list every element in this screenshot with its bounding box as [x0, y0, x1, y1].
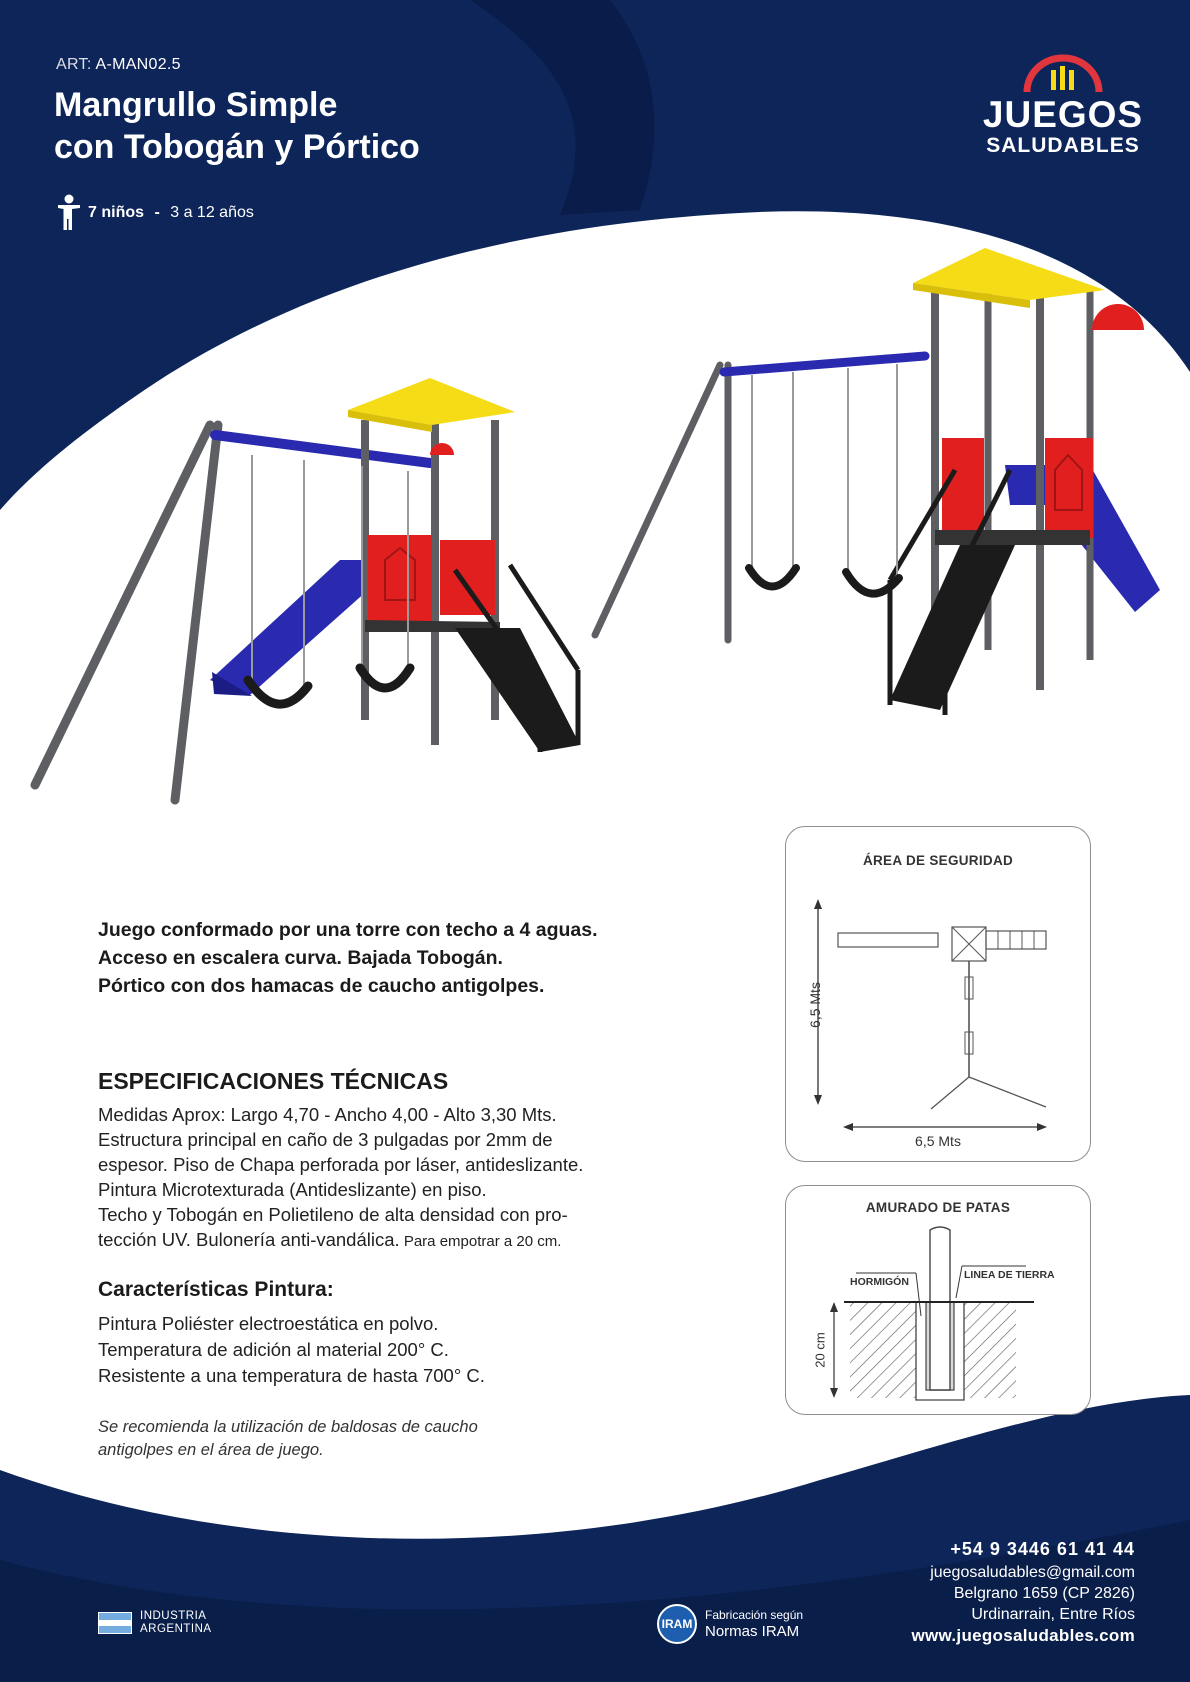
contact-address1: Belgrano 1659 (CP 2826) [953, 1585, 1135, 1602]
iram-logo-icon: IRAM [657, 1604, 697, 1644]
paint-line: Temperatura de adición al material 200° C. [98, 1339, 449, 1360]
rainbow-arch-icon [1021, 54, 1105, 94]
recommendation-note [98, 1416, 478, 1462]
child-icon [56, 194, 82, 232]
iram-fabrication-label: Fabricación según [705, 1607, 804, 1622]
description-line: Pórtico con dos hamacas de caucho antigolpes. [98, 975, 545, 997]
article-label: ART: [56, 56, 92, 73]
right-view-playset [595, 248, 1160, 715]
contact-email[interactable]: juegosaludables@gmail.com [930, 1564, 1135, 1581]
ground-line-label: LINEA DE TIERRA [964, 1269, 1055, 1281]
specs-heading: ESPECIFICACIONES TÉCNICAS [98, 1068, 449, 1094]
spec-line: Techo y Tobogán en Polietileno de alta densidad con pro- [98, 1204, 568, 1225]
spec-embed-text: Para empotrar a 20 cm. [399, 1233, 562, 1250]
article-code [56, 56, 181, 74]
anchoring-title: AMURADO DE PATAS [865, 1200, 1011, 1215]
safety-vertical-label: 6,5 Mts [807, 982, 823, 1028]
safety-area-box [785, 826, 1091, 1162]
product-title [54, 84, 420, 168]
kids-ages: 3 a 12 años [170, 204, 254, 221]
industria-argentina-badge [98, 1610, 212, 1636]
product-title-line1: Mangrullo Simple [54, 86, 338, 124]
spec-uv-text: tección UV. Bulonería anti-vandálica. [98, 1229, 400, 1250]
spec-line-last [98, 1227, 583, 1254]
safety-area-diagram [786, 827, 1092, 1163]
contact-website[interactable]: www.juegosaludables.com [911, 1626, 1135, 1645]
argentina-label: ARGENTINA [140, 1623, 212, 1635]
iram-certification [657, 1604, 803, 1644]
capacity-info [56, 194, 254, 232]
spec-line: Medidas Aprox: Largo 4,70 - Ancho 4,00 - Alto 3,30 Mts. [98, 1104, 557, 1125]
spec-line: espesor. Piso de Chapa perforada por láser, antideslizante. [98, 1154, 584, 1175]
logo-text-saludables: SALUDABLES [986, 134, 1140, 157]
safety-horizontal-label: 6,5 Mts [915, 1133, 961, 1149]
spec-line: Estructura principal en caño de 3 pulgadas por 2mm de [98, 1129, 553, 1150]
note-line: antigolpes en el área de juego. [98, 1441, 324, 1459]
note-line: Se recomienda la utilización de baldosas de caucho [98, 1418, 478, 1436]
product-illustration [0, 220, 1190, 820]
product-description [98, 916, 598, 1000]
kids-count: 7 niños [88, 204, 145, 221]
paint-line: Pintura Poliéster electroestática en polvo. [98, 1313, 439, 1334]
brand-logo [968, 54, 1158, 174]
contact-address2: Urdinarrain, Entre Ríos [971, 1606, 1135, 1623]
logo-text-juegos: JUEGOS [982, 94, 1144, 135]
spec-line: Pintura Microtexturada (Antideslizante) en piso. [98, 1179, 487, 1200]
paint-body [98, 1311, 485, 1389]
paint-heading: Características Pintura: [98, 1278, 334, 1301]
paint-line: Resistente a una temperatura de hasta 700° C. [98, 1365, 485, 1386]
description-line: Acceso en escalera curva. Bajada Tobogán. [98, 947, 503, 969]
anchoring-box [785, 1185, 1091, 1415]
product-title-line2: con Tobogán y Pórtico [54, 128, 420, 166]
contact-block [911, 1536, 1135, 1646]
description-line: Juego conformado por una torre con techo a 4 aguas. [98, 919, 598, 941]
safety-area-title: ÁREA DE SEGURIDAD [862, 853, 1014, 868]
kids-separator: - [150, 204, 165, 221]
argentina-flag-icon [98, 1612, 132, 1634]
contact-phone[interactable]: +54 9 3446 61 41 44 [950, 1539, 1135, 1559]
anchoring-diagram [786, 1186, 1092, 1416]
left-view-playset [35, 378, 580, 800]
specs-body [98, 1102, 583, 1254]
industria-label: INDUSTRIA [140, 1610, 207, 1622]
article-number: A-MAN02.5 [95, 56, 181, 73]
concrete-label: HORMIGÓN [850, 1276, 909, 1288]
depth-label: 20 cm [812, 1332, 828, 1368]
iram-norms-label: Normas IRAM [705, 1622, 800, 1640]
